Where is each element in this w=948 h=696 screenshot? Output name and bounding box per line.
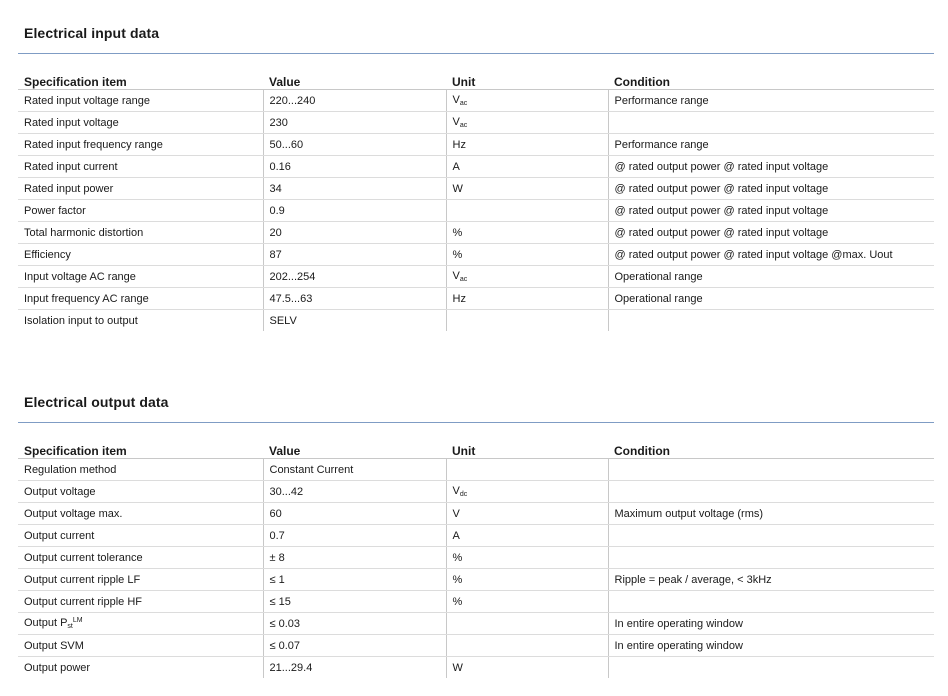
cell-specification-item bbox=[18, 481, 263, 503]
cell-condition: In entire operating window bbox=[608, 635, 934, 657]
header-unit: Unit bbox=[446, 68, 608, 90]
cell-unit bbox=[446, 90, 608, 112]
cell-value: SELV bbox=[263, 310, 446, 332]
table-row bbox=[18, 90, 934, 112]
cell-unit bbox=[446, 156, 608, 178]
item-text: Regulation method bbox=[24, 463, 117, 476]
cell-specification-item bbox=[18, 503, 263, 525]
item-text: Input voltage AC range bbox=[24, 270, 136, 283]
table-row bbox=[18, 657, 934, 679]
item-text: Rated input power bbox=[24, 182, 114, 195]
cell-unit bbox=[446, 266, 608, 288]
unit-text: % bbox=[452, 573, 463, 586]
cell-value: 202...254 bbox=[263, 266, 446, 288]
cell-unit bbox=[446, 459, 608, 481]
cell-value: ≤ 1 bbox=[263, 569, 446, 591]
cell-condition: In entire operating window bbox=[608, 613, 934, 635]
cell-condition: Performance range bbox=[608, 90, 934, 112]
cell-specification-item bbox=[18, 459, 263, 481]
cell-unit bbox=[446, 310, 608, 332]
table-row bbox=[18, 222, 934, 244]
cell-condition: Operational range bbox=[608, 266, 934, 288]
cell-unit bbox=[446, 547, 608, 569]
item-text: Rated input voltage range bbox=[24, 94, 150, 107]
cell-value: ≤ 15 bbox=[263, 591, 446, 613]
cell-specification-item bbox=[18, 288, 263, 310]
table-row bbox=[18, 635, 934, 657]
unit-text: Hz bbox=[452, 138, 466, 151]
cell-unit bbox=[446, 244, 608, 266]
input-spec-table bbox=[18, 68, 934, 331]
input-section-title: Electrical input data bbox=[24, 25, 160, 41]
cell-unit bbox=[446, 200, 608, 222]
cell-specification-item bbox=[18, 200, 263, 222]
header-condition: Condition bbox=[608, 68, 934, 90]
cell-unit bbox=[446, 222, 608, 244]
unit-text: % bbox=[452, 551, 463, 564]
table-row bbox=[18, 310, 934, 332]
unit-subscript: ac bbox=[459, 122, 468, 129]
item-text: Rated input voltage bbox=[24, 116, 119, 129]
cell-unit bbox=[446, 288, 608, 310]
cell-condition: @ rated output power @ rated input voltage bbox=[608, 156, 934, 178]
cell-value: 47.5...63 bbox=[263, 288, 446, 310]
unit-text: A bbox=[452, 529, 460, 542]
cell-unit bbox=[446, 481, 608, 503]
cell-condition bbox=[608, 310, 934, 332]
table-row bbox=[18, 569, 934, 591]
unit-text: V bbox=[452, 94, 460, 106]
output-title-divider bbox=[18, 422, 934, 423]
cell-specification-item bbox=[18, 266, 263, 288]
output-section-title: Electrical output data bbox=[24, 394, 169, 410]
table-header-row bbox=[18, 437, 934, 459]
cell-value: ≤ 0.07 bbox=[263, 635, 446, 657]
unit-text: A bbox=[452, 160, 460, 173]
cell-specification-item bbox=[18, 134, 263, 156]
cell-condition bbox=[608, 657, 934, 679]
cell-unit bbox=[446, 503, 608, 525]
cell-value: 220...240 bbox=[263, 90, 446, 112]
header-specification-item: Specification item bbox=[18, 437, 263, 459]
cell-specification-item bbox=[18, 90, 263, 112]
cell-condition: Maximum output voltage (rms) bbox=[608, 503, 934, 525]
table-header-row bbox=[18, 68, 934, 90]
cell-value: Constant Current bbox=[263, 459, 446, 481]
table-row bbox=[18, 503, 934, 525]
item-text: Power factor bbox=[24, 204, 86, 217]
item-text: Output power bbox=[24, 661, 91, 674]
cell-unit bbox=[446, 569, 608, 591]
item-text: Output current tolerance bbox=[24, 551, 143, 564]
unit-text: V bbox=[452, 270, 460, 282]
header-specification-item: Specification item bbox=[18, 68, 263, 90]
cell-condition: @ rated output power @ rated input voltage bbox=[608, 178, 934, 200]
cell-value: 0.7 bbox=[263, 525, 446, 547]
header-unit: Unit bbox=[446, 437, 608, 459]
cell-value: 230 bbox=[263, 112, 446, 134]
header-condition: Condition bbox=[608, 437, 934, 459]
unit-text: % bbox=[452, 595, 463, 608]
table-row bbox=[18, 459, 934, 481]
item-text: Rated input frequency range bbox=[24, 138, 163, 151]
table-row bbox=[18, 200, 934, 222]
cell-value: 0.16 bbox=[263, 156, 446, 178]
cell-specification-item bbox=[18, 613, 263, 635]
cell-condition: Performance range bbox=[608, 134, 934, 156]
cell-specification-item bbox=[18, 222, 263, 244]
item-text: Output voltage max. bbox=[24, 507, 123, 520]
cell-unit bbox=[446, 613, 608, 635]
cell-value: ≤ 0.03 bbox=[263, 613, 446, 635]
cell-unit bbox=[446, 134, 608, 156]
item-text: Isolation input to output bbox=[24, 314, 138, 327]
item-text: Output current bbox=[24, 529, 95, 542]
item-text: Total harmonic distortion bbox=[24, 226, 144, 239]
item-text: Efficiency bbox=[24, 248, 71, 261]
unit-text: W bbox=[452, 661, 463, 674]
cell-condition: Ripple = peak / average, < 3kHz bbox=[608, 569, 934, 591]
unit-subscript: ac bbox=[459, 100, 468, 107]
item-text: Output P bbox=[24, 617, 68, 629]
cell-value: 60 bbox=[263, 503, 446, 525]
cell-condition bbox=[608, 459, 934, 481]
item-text: Input frequency AC range bbox=[24, 292, 149, 305]
cell-value: 0.9 bbox=[263, 200, 446, 222]
table-row bbox=[18, 134, 934, 156]
cell-unit bbox=[446, 657, 608, 679]
table-row bbox=[18, 525, 934, 547]
cell-condition bbox=[608, 481, 934, 503]
cell-value: 20 bbox=[263, 222, 446, 244]
table-row bbox=[18, 156, 934, 178]
cell-specification-item bbox=[18, 244, 263, 266]
cell-specification-item bbox=[18, 156, 263, 178]
unit-text: V bbox=[452, 485, 460, 497]
item-text: Output voltage bbox=[24, 485, 96, 498]
cell-condition bbox=[608, 112, 934, 134]
unit-subscript: dc bbox=[459, 491, 468, 498]
unit-text: V bbox=[452, 507, 460, 520]
item-text: Output current ripple HF bbox=[24, 595, 142, 608]
cell-condition bbox=[608, 591, 934, 613]
cell-condition: @ rated output power @ rated input voltage bbox=[608, 222, 934, 244]
cell-specification-item bbox=[18, 112, 263, 134]
output-spec-table bbox=[18, 437, 934, 678]
cell-specification-item bbox=[18, 591, 263, 613]
item-text: Output SVM bbox=[24, 639, 84, 652]
table-row bbox=[18, 481, 934, 503]
cell-value: 21...29.4 bbox=[263, 657, 446, 679]
cell-specification-item bbox=[18, 657, 263, 679]
header-value: Value bbox=[263, 68, 446, 90]
table-row bbox=[18, 288, 934, 310]
cell-specification-item bbox=[18, 569, 263, 591]
cell-unit bbox=[446, 112, 608, 134]
cell-unit bbox=[446, 525, 608, 547]
item-subscript: st bbox=[67, 623, 73, 630]
cell-condition bbox=[608, 547, 934, 569]
cell-condition: @ rated output power @ rated input voltage @max. Uout bbox=[608, 244, 934, 266]
unit-text: V bbox=[452, 116, 460, 128]
cell-specification-item bbox=[18, 178, 263, 200]
table-row bbox=[18, 244, 934, 266]
table-row bbox=[18, 178, 934, 200]
unit-text: % bbox=[452, 248, 463, 261]
cell-value: 34 bbox=[263, 178, 446, 200]
item-text: Output current ripple LF bbox=[24, 573, 141, 586]
cell-specification-item bbox=[18, 310, 263, 332]
cell-specification-item bbox=[18, 525, 263, 547]
item-text: Rated input current bbox=[24, 160, 118, 173]
unit-subscript: ac bbox=[459, 276, 468, 283]
table-row bbox=[18, 266, 934, 288]
table-row bbox=[18, 547, 934, 569]
cell-value: 50...60 bbox=[263, 134, 446, 156]
item-superscript: LM bbox=[72, 617, 83, 624]
cell-condition: Operational range bbox=[608, 288, 934, 310]
table-row bbox=[18, 613, 934, 635]
cell-condition: @ rated output power @ rated input voltage bbox=[608, 200, 934, 222]
cell-value: 30...42 bbox=[263, 481, 446, 503]
cell-condition bbox=[608, 525, 934, 547]
input-title-divider bbox=[18, 53, 934, 54]
cell-specification-item bbox=[18, 635, 263, 657]
unit-text: % bbox=[452, 226, 463, 239]
cell-unit bbox=[446, 178, 608, 200]
cell-value: 87 bbox=[263, 244, 446, 266]
unit-text: Hz bbox=[452, 292, 466, 305]
unit-text: W bbox=[452, 182, 463, 195]
header-value: Value bbox=[263, 437, 446, 459]
cell-specification-item bbox=[18, 547, 263, 569]
table-row bbox=[18, 112, 934, 134]
cell-unit bbox=[446, 591, 608, 613]
cell-value: ± 8 bbox=[263, 547, 446, 569]
cell-unit bbox=[446, 635, 608, 657]
table-row bbox=[18, 591, 934, 613]
